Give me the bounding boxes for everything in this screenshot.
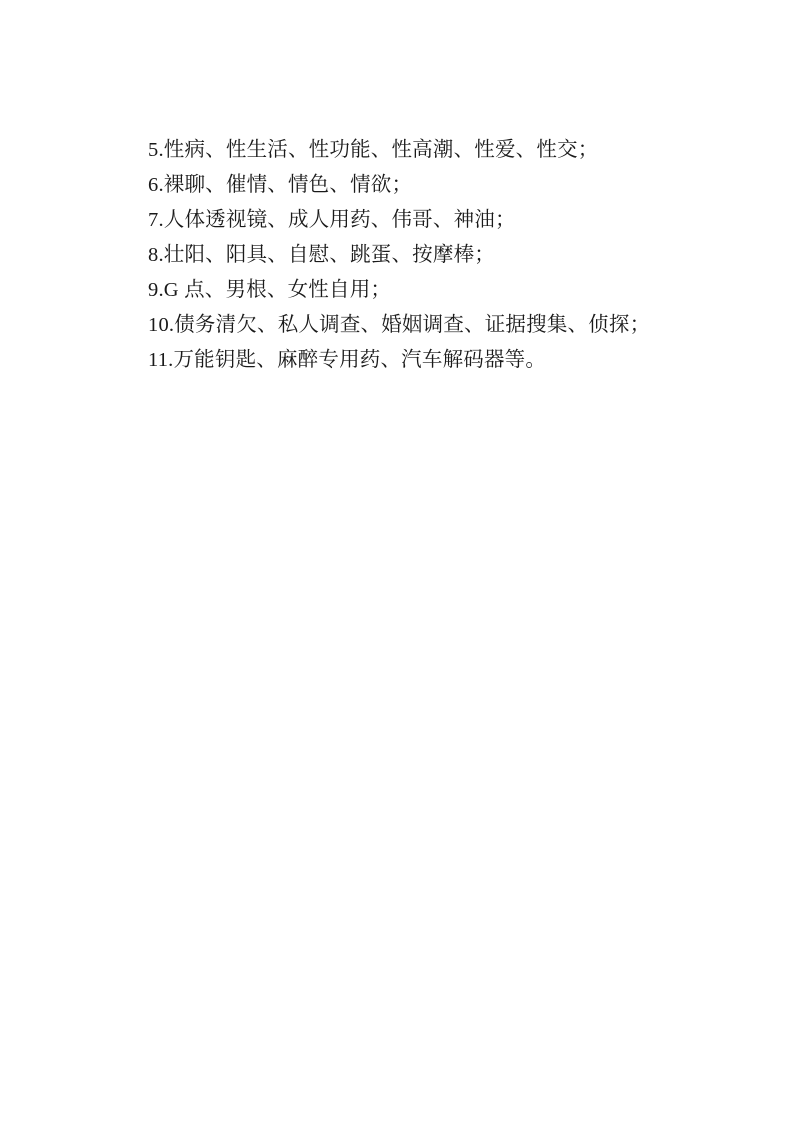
document-line-10: 10.债务清欠、私人调查、婚姻调查、证据搜集、侦探； [148, 314, 651, 336]
document-line-7: 7.人体透视镜、成人用药、伟哥、神油； [148, 209, 516, 231]
document-line-8: 8.壮阳、阳具、自慰、跳蛋、按摩棒； [148, 244, 495, 266]
document-line-5: 5.性病、性生活、性功能、性高潮、性爱、性交； [148, 139, 599, 161]
document-line-6: 6.裸聊、催情、情色、情欲； [148, 174, 413, 196]
document-text-block [148, 133, 668, 378]
document-line-11: 11.万能钥匙、麻醉专用药、汽车解码器等。 [148, 349, 547, 371]
document-line-9: 9.G 点、男根、女性自用； [148, 279, 392, 301]
